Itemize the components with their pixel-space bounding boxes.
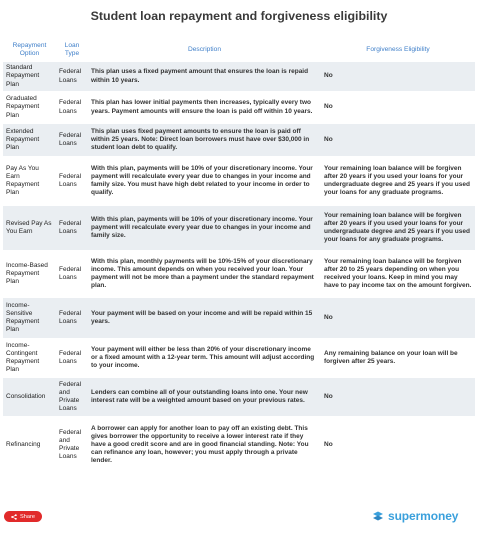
cell-loan-type: Federal Loans bbox=[56, 298, 88, 338]
cell-eligibility: No bbox=[321, 298, 475, 338]
cell-description: With this plan, monthly payments will be 10%-15% of your discretionary income. This amount depends on when you received your loan. Your payment will not be more than a payment under the standard repayment plan. bbox=[88, 250, 321, 298]
table-row bbox=[3, 338, 475, 378]
share-button[interactable] bbox=[4, 511, 42, 522]
cell-loan-type: Federal and Private Loans bbox=[56, 378, 88, 416]
cell-option: Revised Pay As You Earn bbox=[3, 206, 56, 250]
cell-description: Your payment will be based on your income and will be repaid within 15 years. bbox=[88, 298, 321, 338]
cell-option: Extended Repayment Plan bbox=[3, 124, 56, 156]
cell-loan-type: Federal Loans bbox=[56, 338, 88, 378]
cell-option: Income-Based Repayment Plan bbox=[3, 250, 56, 298]
share-label: Share bbox=[20, 513, 35, 520]
brand-name: supermoney bbox=[388, 509, 459, 523]
table-header-row bbox=[3, 37, 475, 62]
brand-logo bbox=[372, 509, 458, 523]
table-row bbox=[3, 378, 475, 416]
cell-description: This plan uses fixed payment amounts to ensure the loan is paid off within 25 years. Note: Direct loan borrowers must have over $30,000 in student loan debt to qualify. bbox=[88, 124, 321, 156]
cell-option: Consolidation bbox=[3, 378, 56, 416]
share-icon bbox=[11, 514, 17, 520]
repayment-table bbox=[3, 37, 475, 474]
cell-option: Standard Repayment Plan bbox=[3, 62, 56, 91]
cell-loan-type: Federal Loans bbox=[56, 62, 88, 91]
table-row bbox=[3, 416, 475, 474]
cell-eligibility: Your remaining loan balance will be forgiven after 20 years if you used your loans for your undergraduate degree and 25 years if you used your loans for any graduate programs. bbox=[321, 206, 475, 250]
cell-loan-type: Federal Loans bbox=[56, 91, 88, 124]
cell-option: Graduated Repayment Plan bbox=[3, 91, 56, 124]
cell-option: Pay As You Earn Repayment Plan bbox=[3, 156, 56, 206]
cell-eligibility: Any remaining balance on your loan will be forgiven after 25 years. bbox=[321, 338, 475, 378]
supermoney-logo-icon bbox=[372, 510, 384, 522]
cell-eligibility: Your remaining loan balance will be forgiven after 20 years if you used your loans for your undergraduate degree and 25 years if you used your loans for any graduate programs. bbox=[321, 156, 475, 206]
cell-eligibility: Your remaining loan balance will be forgiven after 20 to 25 years depending on when you received your loans. Keep in mind you may have to pay income tax on the amount forgiven. bbox=[321, 250, 475, 298]
header-description: Description bbox=[188, 45, 221, 53]
cell-eligibility: No bbox=[321, 124, 475, 156]
table-row bbox=[3, 91, 475, 124]
cell-eligibility: No bbox=[321, 378, 475, 416]
cell-description: Your payment will either be less than 20% of your discretionary income or a fixed amount with a 12-year term. This amount will adjust according to your income. bbox=[88, 338, 321, 378]
page-title: Student loan repayment and forgiveness eligibility bbox=[90, 9, 388, 23]
cell-option: Income-Contingent Repayment Plan bbox=[3, 338, 56, 378]
cell-description: This plan has lower initial payments then increases, typically every two years. Payment amounts will ensure the loan is paid off within 10 years. bbox=[88, 91, 321, 124]
table-row bbox=[3, 124, 475, 156]
cell-loan-type: Federal Loans bbox=[56, 250, 88, 298]
cell-description: With this plan, payments will be 10% of your discretionary income. Your payment will recalculate every year due to changes in your income and family size. You must have high debt related to your income in order to qualify. bbox=[88, 156, 321, 206]
table-row bbox=[3, 206, 475, 250]
cell-description: This plan uses a fixed payment amount that ensures the loan is repaid within 10 years. bbox=[88, 62, 321, 91]
table-row bbox=[3, 156, 475, 206]
cell-description: A borrower can apply for another loan to pay off an existing debt. This gives borrower the opportunity to receive a lower interest rate if they have a good credit score and are in good financial standing. Note: You can refinance any loan, however; you must apply through a private lender. bbox=[88, 416, 321, 474]
header-loan-type: Loan Type bbox=[64, 41, 80, 57]
cell-eligibility: No bbox=[321, 416, 475, 474]
cell-description: With this plan, payments will be 10% of your discretionary income. Your payment will recalculate every year due to changes in your income and family size. bbox=[88, 206, 321, 250]
cell-eligibility: No bbox=[321, 91, 475, 124]
cell-option: Income-Sensitive Repayment Plan bbox=[3, 298, 56, 338]
table-row bbox=[3, 298, 475, 338]
cell-option: Refinancing bbox=[3, 416, 56, 474]
header-forgiveness-eligibility: Forgiveness Eligibility bbox=[366, 45, 430, 53]
cell-loan-type: Federal and Private Loans bbox=[56, 416, 88, 474]
cell-description: Lenders can combine all of your outstanding loans into one. Your new interest rate will be a weighted amount based on your previous rates. bbox=[88, 378, 321, 416]
header-repayment-option: Repayment Option bbox=[12, 41, 47, 57]
cell-eligibility: No bbox=[321, 62, 475, 91]
table-row bbox=[3, 62, 475, 91]
cell-loan-type: Federal Loans bbox=[56, 206, 88, 250]
table-row bbox=[3, 250, 475, 298]
cell-loan-type: Federal Loans bbox=[56, 156, 88, 206]
cell-loan-type: Federal Loans bbox=[56, 124, 88, 156]
